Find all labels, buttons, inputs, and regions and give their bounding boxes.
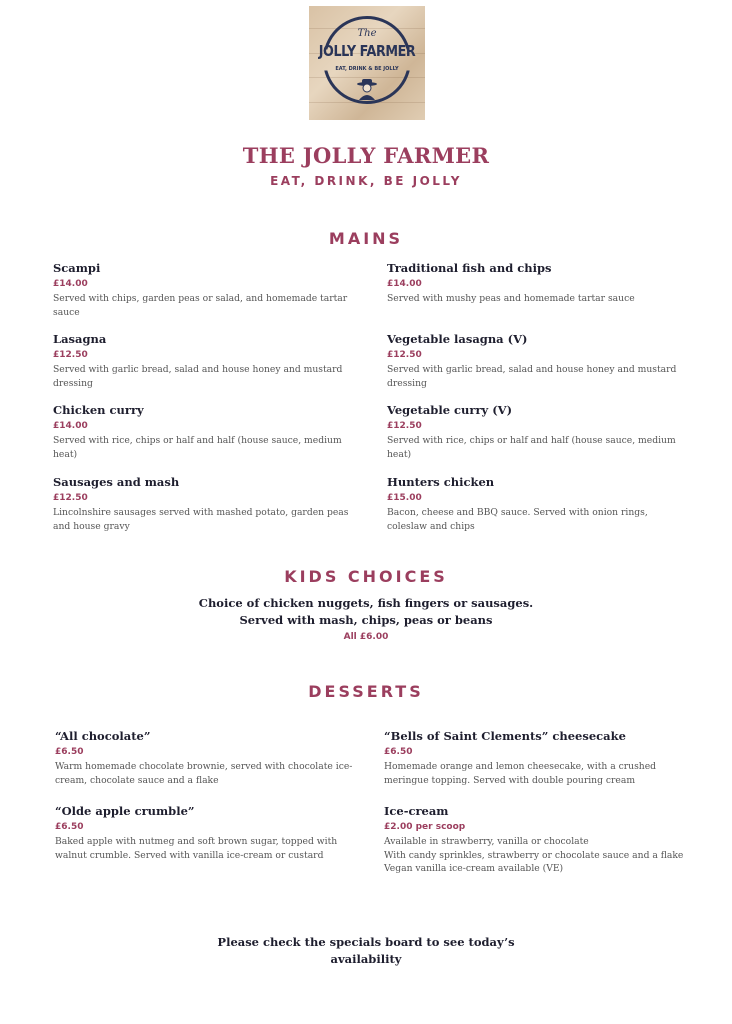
kids-description-line1: Choice of chicken nuggets, fish fingers or sausages. [198, 596, 534, 610]
mains-heading: MAINS [328, 229, 404, 248]
item-name: “All chocolate” [55, 729, 151, 743]
farmer-icon [355, 78, 379, 100]
item-name: Lasagna [53, 332, 107, 346]
specials-note-line2: availability [330, 952, 402, 966]
item-price: £15.00 [387, 493, 422, 503]
item-price: £14.00 [387, 279, 422, 289]
menu-item [55, 803, 355, 862]
item-description: Served with mushy peas and homemade tartar sauce [387, 293, 635, 304]
item-name: Hunters chicken [387, 475, 495, 489]
page-title: THE JOLLY FARMER [242, 143, 490, 168]
menu-item [384, 803, 684, 876]
item-name: “Bells of Saint Clements” cheesecake [384, 729, 626, 743]
item-description: Bacon, cheese and BBQ sauce. Served with onion rings, coleslaw and chips [387, 507, 648, 532]
item-price: £14.00 [53, 279, 88, 289]
logo-name: JOLLY FARMER [318, 42, 416, 60]
item-description: Baked apple with nutmeg and soft brown sugar, topped with walnut crumble. Served with vanilla ice-cream or custard [55, 836, 338, 861]
item-description: Vegan vanilla ice-cream available (VE) [384, 863, 564, 874]
menu-item [387, 260, 687, 306]
menu-item [384, 728, 684, 787]
item-description: Warm homemade chocolate brownie, served with chocolate ice-cream, chocolate sauce and a flake [55, 761, 353, 786]
item-description: Available in strawberry, vanilla or chocolate [384, 836, 589, 847]
item-description: Served with rice, chips or half and half (house sauce, medium heat) [53, 435, 342, 460]
kids-description-line2: Served with mash, chips, peas or beans [239, 613, 493, 627]
menu-item [53, 402, 353, 461]
item-price: £14.00 [53, 421, 88, 431]
menu-item [53, 260, 353, 319]
desserts-heading: DESSERTS [308, 682, 424, 701]
item-name: Vegetable lasagna (V) [387, 332, 528, 346]
item-name: Chicken curry [53, 403, 144, 417]
kids-price: All £6.00 [343, 632, 389, 642]
item-price: £2.00 per scoop [384, 822, 466, 832]
item-description: Served with rice, chips or half and half (house sauce, medium heat) [387, 435, 676, 460]
logo-tagline: EAT, DRINK & BE JOLLY [335, 66, 399, 72]
logo [309, 6, 425, 120]
item-description: Served with garlic bread, salad and house honey and mustard dressing [387, 364, 677, 389]
specials-note [0, 934, 732, 968]
menu-item [55, 728, 355, 787]
item-description: Served with garlic bread, salad and house honey and mustard dressing [53, 364, 343, 389]
item-name: Vegetable curry (V) [387, 403, 513, 417]
menu-item [53, 331, 353, 390]
item-price: £12.50 [53, 350, 88, 360]
item-name: Traditional fish and chips [387, 261, 552, 275]
item-description: Homemade orange and lemon cheesecake, with a crushed meringue topping. Served with double pouring cream [384, 761, 657, 786]
menu-item [387, 331, 687, 390]
item-name: Sausages and mash [53, 475, 180, 489]
item-price: £12.50 [53, 493, 88, 503]
logo-the: The [357, 28, 377, 39]
specials-note-line1: Please check the specials board to see today’s [217, 935, 515, 949]
item-description: With candy sprinkles, strawberry or chocolate sauce and a flake [384, 849, 684, 861]
item-description: Lincolnshire sausages served with mashed potato, garden peas and house gravy [53, 507, 349, 532]
item-price: £12.50 [387, 421, 422, 431]
menu-item [387, 402, 687, 461]
item-name: “Olde apple crumble” [55, 804, 195, 818]
page-subtitle: EAT, DRINK, BE JOLLY [270, 174, 462, 188]
kids-heading: KIDS CHOICES [284, 567, 448, 586]
item-price: £6.50 [55, 747, 84, 757]
menu-item [53, 474, 353, 533]
item-price: £6.50 [384, 747, 413, 757]
item-price: £12.50 [387, 350, 422, 360]
item-price: £6.50 [55, 822, 84, 832]
item-name: Ice-cream [384, 804, 449, 818]
item-name: Scampi [53, 261, 101, 275]
item-description: Served with chips, garden peas or salad, and homemade tartar sauce [53, 293, 348, 318]
menu-item [387, 474, 687, 533]
